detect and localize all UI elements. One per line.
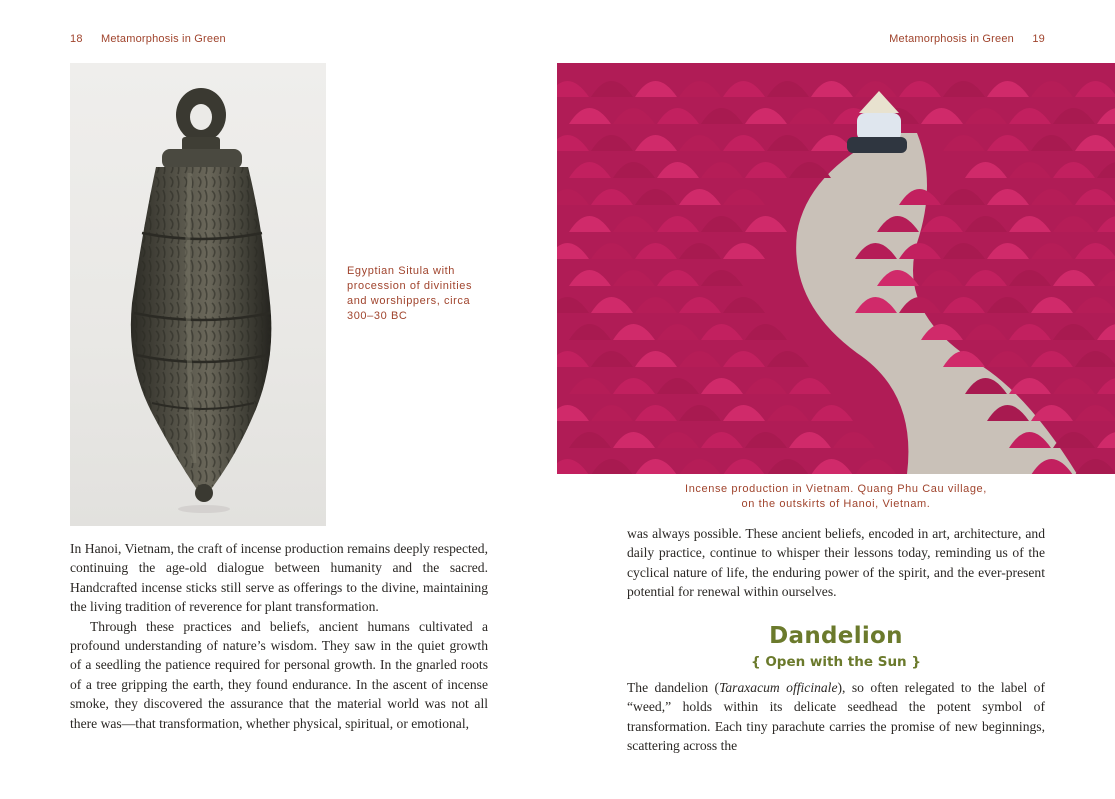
- situla-caption: Egyptian Situla with procession of divinities and worshippers, circa 300–30 BC: [347, 265, 473, 322]
- incense-caption-line-2: on the outskirts of Hanoi, Vietnam.: [741, 498, 931, 510]
- running-title-left: Metamorphosis in Green: [101, 33, 226, 45]
- section-subtitle: { Open with the Sun }: [751, 654, 921, 670]
- dandelion-botanical-name: Taraxacum officinale: [719, 680, 838, 695]
- incense-photo: [557, 63, 1115, 474]
- right-paragraph-continued: was always possible. These ancient beliefs, encoded in art, architecture, and daily practice, continue to whisper their lessons today, reminding us of the cyclical nature of life, the enduring power of the spirit, and the ever-present potential for renewal within ourselves.: [627, 526, 1045, 600]
- incense-caption-line-1: Incense production in Vietnam. Quang Phu Cau village,: [685, 483, 987, 495]
- right-continued-text: [627, 524, 1045, 602]
- page-number-left: 18: [70, 33, 83, 45]
- left-paragraph-1: In Hanoi, Vietnam, the craft of incense production remains deeply respected, continuing the age-old dialogue between humanity and the sacred. Handcrafted incense sticks still serve as offerings to the divine, maintaining the living tradition of reverence for plant transformation.: [70, 541, 488, 615]
- left-paragraph-2: Through these practices and beliefs, ancient humans cultivated a profound understanding of nature’s wisdom. They saw in the quiet growth of a seedling the patience required for personal growth. In the gnarled roots of a tree gripping the earth, they found endurance. In the ascent of incense smoke, they discovered the assurance that the material world was not all there was—that transformation, whether physical, spiritual, or emotional,: [70, 618, 488, 731]
- right-page: [557, 0, 1115, 799]
- left-page: [0, 0, 557, 799]
- dandelion-text-after-italic: ), so often relegated to the label of “weed,” holds within its delicate seedhead the potent symbol of transformation. Each tiny parachute carries the promise of new beginnings, scattering across the: [627, 680, 1045, 754]
- dandelion-paragraph: [627, 678, 1045, 756]
- left-body-text: [70, 539, 488, 733]
- running-title-right: Metamorphosis in Green: [889, 33, 1014, 45]
- incense-caption: [557, 482, 1115, 512]
- situla-photo: [70, 63, 326, 526]
- dandelion-text: [627, 678, 1045, 756]
- page-number-right: 19: [1032, 33, 1045, 45]
- section-title: Dandelion: [769, 623, 903, 649]
- dandelion-text-before-italic: The dandelion (: [627, 680, 720, 695]
